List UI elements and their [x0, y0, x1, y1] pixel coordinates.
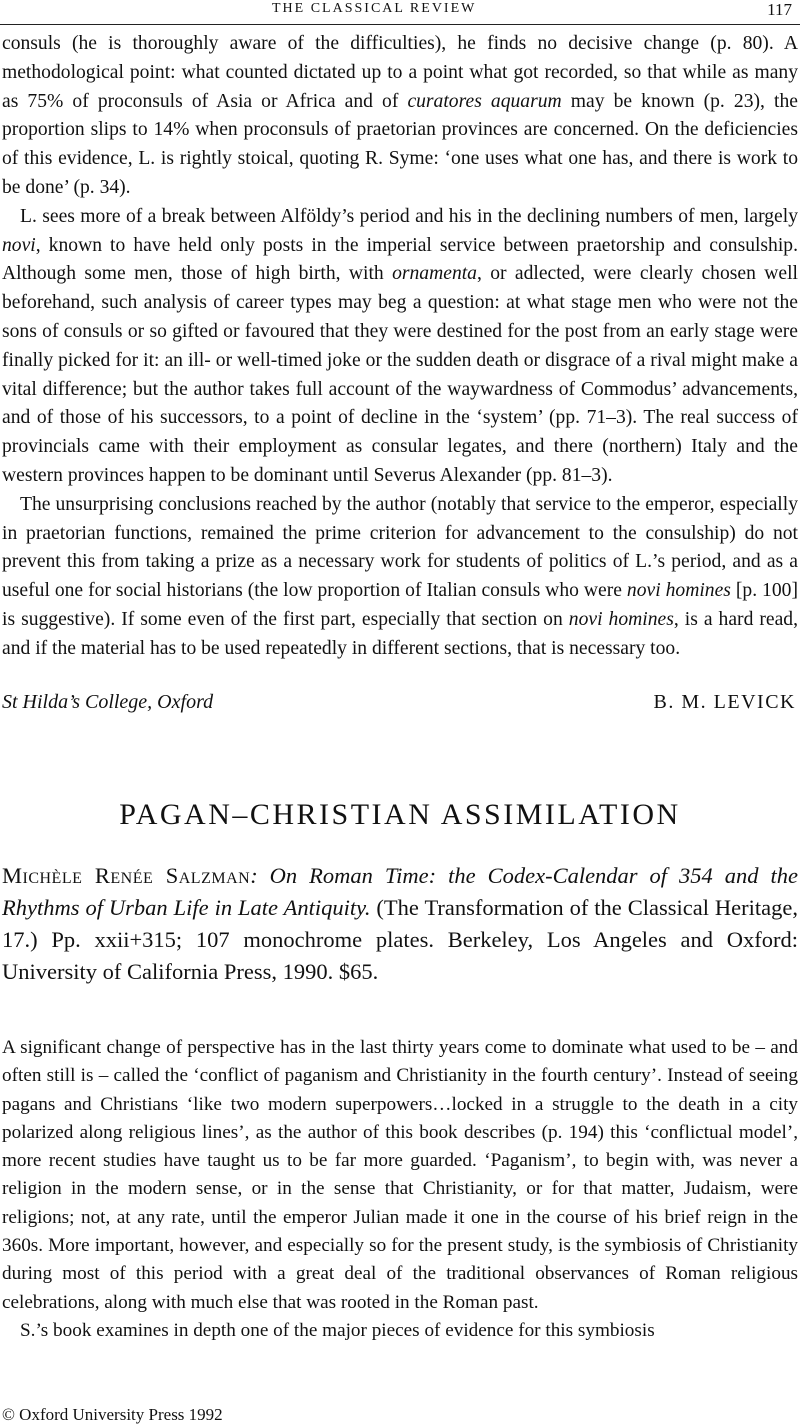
review-paragraph: S.’s book examines in depth one of the major pieces of evidence for this symbiosis	[20, 1319, 655, 1341]
italic-term: novi homines	[568, 608, 674, 630]
review-paragraph: A significant change of perspective has in the last thirty years come to dominate what used to be – and often still is – called the ‘conflict of paganism and Christianity in the fourth century’. Instead of seeing pagans and Christians ‘like two modern superpowers…locked in a struggle to the death in a city polarized along religious lines’, as the author of this book describes (p. 194) this ‘conflictual model’, more recent studies have taught us to be far more guarded. ‘Paganism’, to begin with, was never a religion in the modern sense, or in the sense that Christianity, or for that matter, Judaism, were religions; not, at any rate, until the emperor Julian made it one in the course of his brief reign in the 360s. More important, however, and especially so for the present study, is the symbiosis of Christianity during most of this period with a great deal of the traditional observances of Roman religious celebrations, along with much else that was rooted in the Roman past.	[2, 1037, 798, 1313]
italic-term: ornamenta	[392, 263, 477, 285]
review-paragraph: L. sees more of a break between Alföldy’s period and his in the declining numbers of men, largely novi, known to have held only posts in the imperial service between praetorship and consulship. Although some men, those of high birth, with ornamenta, or adlected, were clearly chosen well beforehand, such analysis of career types may beg a question: at what stage men who were not the sons of consuls or so gifted or favoured that they were destined for the post from an early stage were finally picked for it: an ill- or well-timed joke or the sudden death or disgrace of a rival might make a vital difference; but the author takes full account of the waywardness of Commodus’ advancements, and of those of his successors, to a point of decline in the ‘system’ (pp. 71–3). The real success of provincials came with their employment as consular legates, and there (northern) Italy and the western provinces happen to be dominant until Severus Alexander (pp. 81–3).	[2, 205, 798, 486]
first-review-body	[2, 30, 798, 664]
book-title: On Roman Time: the Codex-Calendar of 354 and the Rhythms of Urban Life in Late Antiquity.	[2, 863, 798, 920]
book-details: (The Transformation of the Classical Heritage, 17.) Pp. xxii+315; 107 monochrome plates. Berkeley, Los Angeles and Oxford: University of California Press, 1990. $65.	[2, 895, 798, 984]
journal-title: THE CLASSICAL REVIEW	[272, 1, 477, 16]
running-head	[0, 0, 800, 22]
review-paragraph: The unsurprising conclusions reached by the author (notably that service to the emperor, especially in praetorian functions, remained the prime criterion for advancement to the consulship) do not prevent this from taking a prize as a necessary work for students of politics of L.’s period, and as a useful one for social historians (the low proportion of Italian consuls who were novi homines [p. 100] is suggestive). If some even of the first part, especially that section on novi homines, is a hard read, and if the material has to be used repeatedly in different sections, that is necessary too.	[2, 493, 798, 659]
section-title: PAGAN–CHRISTIAN ASSIMILATION	[119, 798, 681, 831]
reviewer-name: B. M. LEVICK	[653, 691, 796, 713]
book-author: Michèle Renée Salzman	[2, 863, 251, 888]
reviewer-affiliation: St Hilda’s College, Oxford	[2, 691, 214, 713]
review-paragraph: consuls (he is thoroughly aware of the difficulties), he finds no decisive change (p. 80). A methodological point: what counted dictated up to a point what got recorded, so that while as many as 75% of proconsuls of Asia or Africa and of curatores aquarum may be known (p. 23), the proportion slips to 14% when proconsuls of praetorian provinces are concerned. On the deficiencies of this evidence, L. is rightly stoical, quoting R. Syme: ‘one uses what one has, and there is work to be done’ (p. 34).	[2, 33, 798, 198]
italic-term: novi homines	[626, 580, 731, 602]
book-citation	[2, 860, 798, 988]
page-number: 117	[767, 0, 792, 19]
italic-term: novi	[2, 234, 36, 256]
reviewer-signature	[2, 691, 798, 721]
header-rule	[0, 24, 800, 25]
italic-term: curatores aquarum	[407, 90, 562, 112]
second-review-body	[2, 1034, 798, 1345]
copyright-notice: © Oxford University Press 1992	[2, 1405, 223, 1424]
citation-separator: :	[250, 863, 270, 888]
